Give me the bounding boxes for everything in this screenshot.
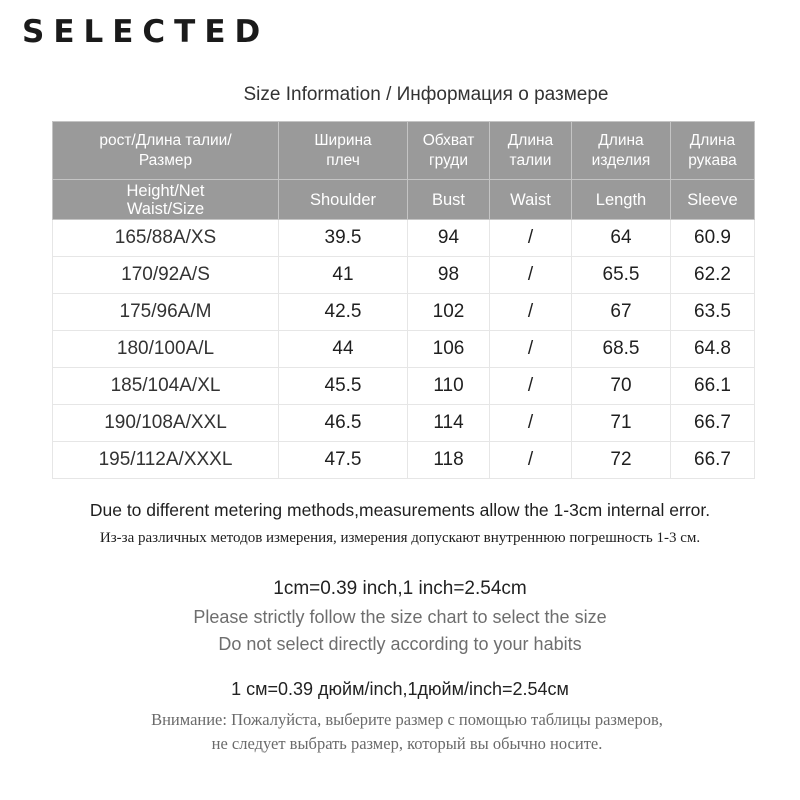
cell-size: 175/96A/M <box>53 294 279 331</box>
header-bust-ru: Обхват груди <box>408 122 490 180</box>
header-bust-en: Bust <box>408 180 490 220</box>
cell-sleeve: 66.7 <box>671 442 755 479</box>
table-row <box>53 294 755 331</box>
cell-waist: / <box>490 331 572 368</box>
cell-shoulder: 44 <box>279 331 408 368</box>
follow-chart-note: Please strictly follow the size chart to select the size <box>193 607 607 627</box>
cell-bust: 114 <box>408 405 490 442</box>
cell-sleeve: 64.8 <box>671 331 755 368</box>
cell-shoulder: 45.5 <box>279 368 408 405</box>
cell-length: 68.5 <box>572 331 671 368</box>
header-size-en: Height/Net Waist/Size <box>53 180 279 220</box>
header-size-ru: рост/Длина талии/Размер <box>53 122 279 180</box>
table-row <box>53 405 755 442</box>
cell-length: 72 <box>572 442 671 479</box>
cell-sleeve: 66.7 <box>671 405 755 442</box>
warning-note-ru-line2: не следует выбрать размер, который вы обычно носите. <box>211 734 603 753</box>
cell-bust: 94 <box>408 220 490 257</box>
measurement-error-note-en: Due to different metering methods,measurements allow the 1-3cm internal error. <box>89 500 711 520</box>
cell-bust: 102 <box>408 294 490 331</box>
cell-waist: / <box>490 368 572 405</box>
header-length-en: Length <box>572 180 671 220</box>
header-waist-ru: Длина талии <box>490 122 572 180</box>
table-row <box>53 368 755 405</box>
cell-length: 67 <box>572 294 671 331</box>
cell-size: 170/92A/S <box>53 257 279 294</box>
cell-bust: 118 <box>408 442 490 479</box>
cell-sleeve: 66.1 <box>671 368 755 405</box>
cell-shoulder: 47.5 <box>279 442 408 479</box>
header-row-ru <box>53 122 755 180</box>
cell-sleeve: 63.5 <box>671 294 755 331</box>
header-sleeve-en: Sleeve <box>671 180 755 220</box>
header-shoulder-ru: Ширина плеч <box>279 122 408 180</box>
header-shoulder-en: Shoulder <box>279 180 408 220</box>
measurement-error-note-ru: Из-за различных методов измерения, измерения допускают внутреннюю погрешность 1-3 см. <box>99 530 701 546</box>
cell-length: 65.5 <box>572 257 671 294</box>
cell-length: 70 <box>572 368 671 405</box>
cell-waist: / <box>490 220 572 257</box>
warning-note-ru-line1: Внимание: Пожалуйста, выберите размер с помощью таблицы размеров, <box>151 710 663 729</box>
header-sleeve-ru: Длина рукава <box>671 122 755 180</box>
table-row <box>53 331 755 368</box>
cell-shoulder: 42.5 <box>279 294 408 331</box>
header-length-ru: Длина изделия <box>572 122 671 180</box>
cell-waist: / <box>490 294 572 331</box>
cell-shoulder: 39.5 <box>279 220 408 257</box>
cell-sleeve: 62.2 <box>671 257 755 294</box>
cell-size: 185/104A/XL <box>53 368 279 405</box>
cell-waist: / <box>490 405 572 442</box>
unit-conversion-ru: 1 см=0.39 дюйм/inch,1дюйм/inch=2.54см <box>231 679 569 699</box>
cell-waist: / <box>490 257 572 294</box>
unit-conversion-en: 1cm=0.39 inch,1 inch=2.54cm <box>273 578 527 599</box>
header-row-en <box>53 180 755 220</box>
cell-bust: 98 <box>408 257 490 294</box>
table-row <box>53 257 755 294</box>
cell-size: 180/100A/L <box>53 331 279 368</box>
table-row <box>53 442 755 479</box>
cell-length: 64 <box>572 220 671 257</box>
cell-size: 165/88A/XS <box>53 220 279 257</box>
cell-shoulder: 46.5 <box>279 405 408 442</box>
cell-size: 195/112A/XXXL <box>53 442 279 479</box>
cell-shoulder: 41 <box>279 257 408 294</box>
header-waist-en: Waist <box>490 180 572 220</box>
cell-waist: / <box>490 442 572 479</box>
cell-length: 71 <box>572 405 671 442</box>
size-info-title: Size Information / Информация о размере <box>243 84 609 105</box>
size-chart-table <box>52 121 755 479</box>
no-habits-note: Do not select directly according to your habits <box>218 634 582 654</box>
cell-sleeve: 60.9 <box>671 220 755 257</box>
cell-bust: 106 <box>408 331 490 368</box>
table-row <box>53 220 755 257</box>
cell-bust: 110 <box>408 368 490 405</box>
brand-logo: SELECTED <box>22 14 270 50</box>
cell-size: 190/108A/XXL <box>53 405 279 442</box>
